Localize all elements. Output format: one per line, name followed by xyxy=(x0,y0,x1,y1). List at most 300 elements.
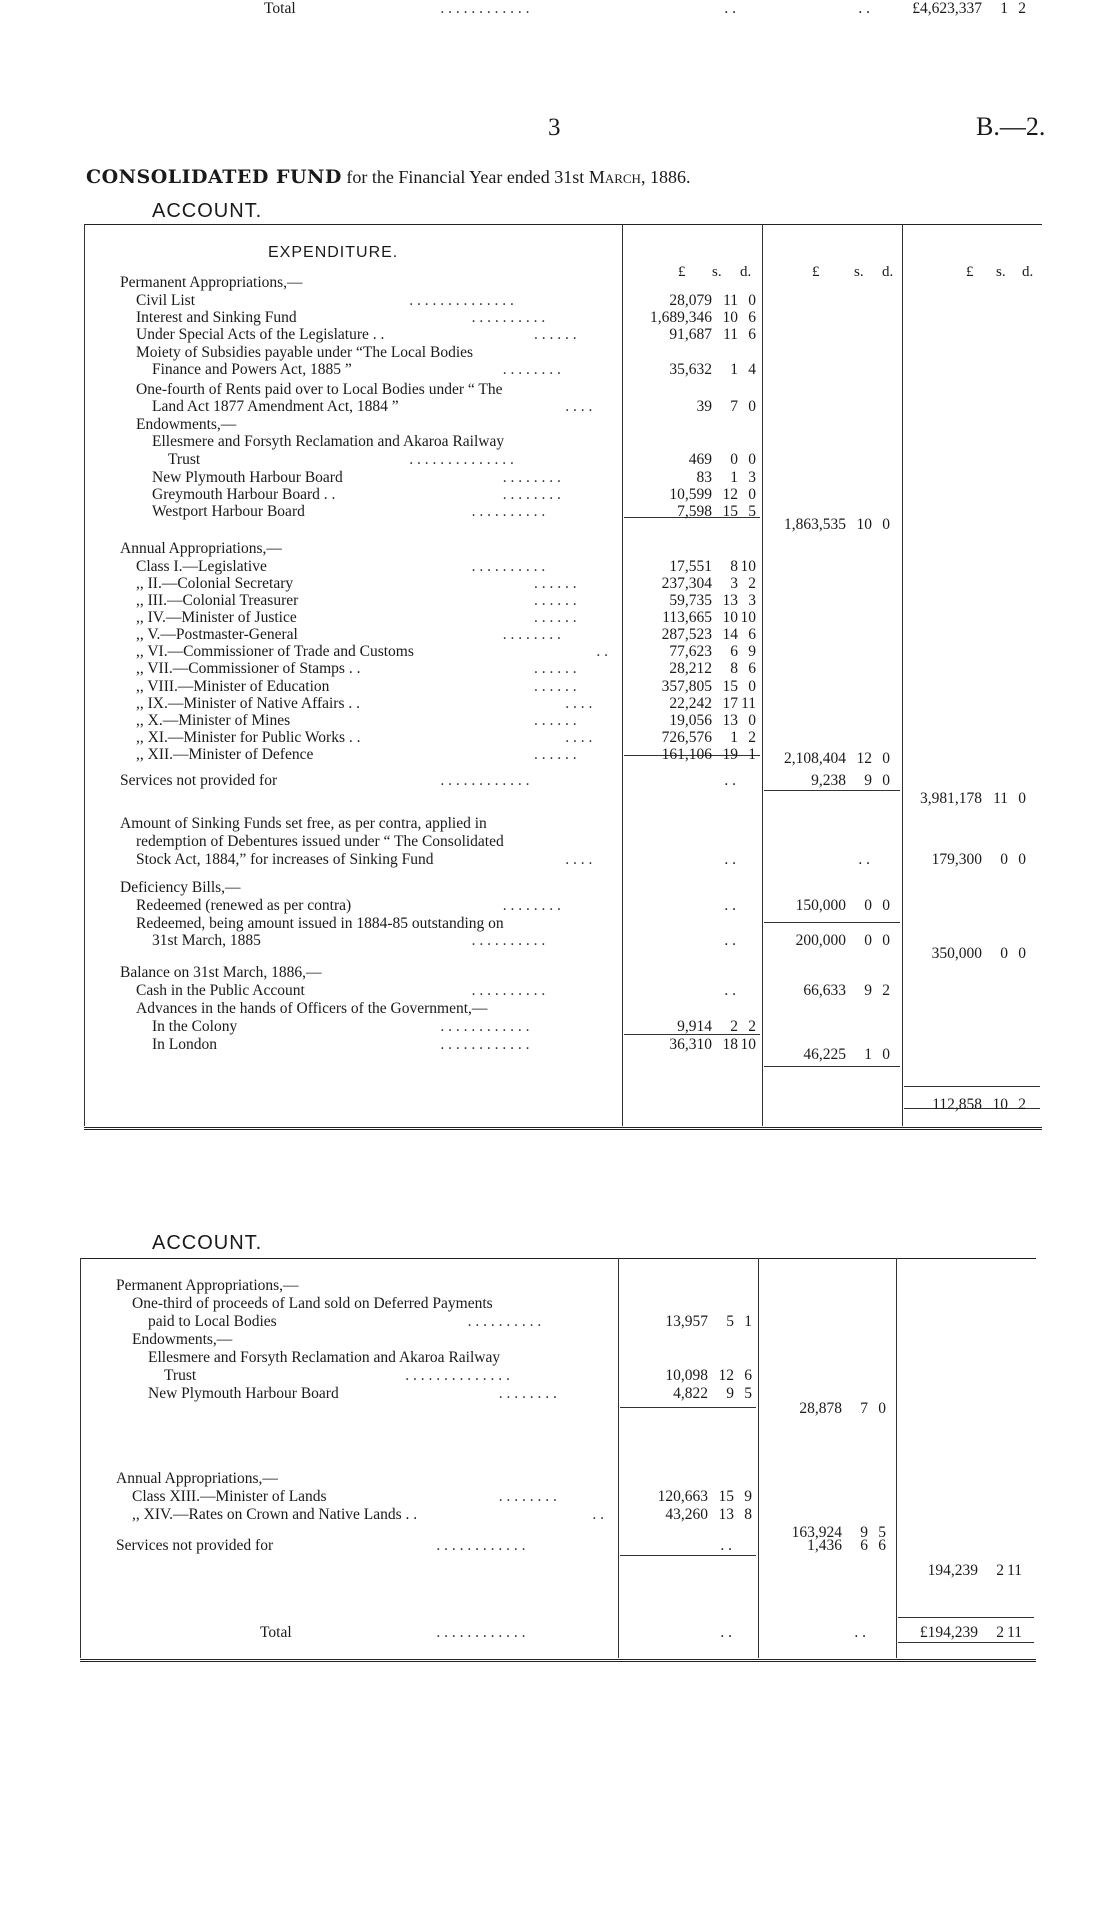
pounds: 28,212 xyxy=(669,660,712,677)
rule xyxy=(898,1642,1034,1643)
leader-dots: . . . . . . . . . . . . . . xyxy=(409,451,514,468)
leader-dots: . . . . . . . . xyxy=(502,897,561,914)
table-row xyxy=(0,274,1114,292)
row-label: Interest and Sinking Fund xyxy=(136,309,297,326)
col2-pence: d. xyxy=(882,264,894,280)
pounds: 1,436 xyxy=(807,1537,842,1554)
row-label: Endowments,— xyxy=(132,1331,233,1348)
pence: 8 xyxy=(744,1506,752,1523)
row-label: Trust xyxy=(164,1367,197,1384)
pounds: 9,238 xyxy=(811,772,846,789)
table-row xyxy=(0,1470,1114,1488)
table-row xyxy=(0,1624,1114,1642)
leader-dots: . . . . . . . . . . . . . . xyxy=(405,1367,510,1384)
table-row xyxy=(0,1000,1114,1018)
pence: 6 xyxy=(748,626,756,643)
pounds: 43,260 xyxy=(665,1506,708,1523)
leader-dots: . . . . . . . . xyxy=(502,361,561,378)
pounds: 9,914 xyxy=(677,1018,712,1035)
table-row xyxy=(0,558,1114,576)
shillings: 12 xyxy=(722,486,738,503)
empty-marker: . . xyxy=(858,0,870,17)
empty-marker: . . xyxy=(854,1624,866,1641)
shillings: 5 xyxy=(726,1313,734,1330)
row-label: New Plymouth Harbour Board xyxy=(152,469,343,486)
table-row xyxy=(0,695,1114,713)
leader-dots: . . . . . . xyxy=(534,712,577,729)
pence: 0 xyxy=(1018,851,1026,868)
pence: 6 xyxy=(748,309,756,326)
shillings: 1 xyxy=(730,469,738,486)
leader-dots: . . . . . . . . . . . . xyxy=(440,1036,530,1053)
row-label: paid to Local Bodies xyxy=(148,1313,277,1330)
pence: 10 xyxy=(740,609,756,626)
leader-dots: . . . . . . . . xyxy=(502,626,561,643)
row-label: Endowments,— xyxy=(136,416,237,433)
shillings: 1 xyxy=(864,1046,872,1063)
shillings: 10 xyxy=(722,309,738,326)
row-label: ,, X.—Minister of Mines xyxy=(136,712,291,729)
row-label: ,, IV.—Minister of Justice xyxy=(136,609,297,626)
leader-dots: . . . . . . . . . . . . xyxy=(440,0,530,17)
leader-dots: . . . . . . xyxy=(534,678,577,695)
table-row xyxy=(0,815,1114,833)
pounds: 83 xyxy=(696,469,712,486)
row-label: Advances in the hands of Officers of the Government,— xyxy=(136,1000,488,1017)
shillings: 7 xyxy=(730,398,738,415)
pence: 0 xyxy=(882,516,890,533)
shillings: 10 xyxy=(856,516,872,533)
leader-dots: . . xyxy=(596,643,609,660)
row-label: Land Act 1877 Amendment Act, 1884 ” xyxy=(152,398,399,415)
shillings: 18 xyxy=(722,1036,738,1053)
col1-pound: £ xyxy=(678,264,686,280)
shillings: 9 xyxy=(860,1524,868,1541)
pounds: 287,523 xyxy=(661,626,712,643)
shillings: 19 xyxy=(722,746,738,763)
table-row xyxy=(0,540,1114,558)
table-row xyxy=(0,1018,1114,1036)
row-label: Redeemed, being amount issued in 1884-85 outstanding on xyxy=(136,915,504,932)
table-row xyxy=(0,678,1114,696)
pence: 2 xyxy=(748,729,756,746)
row-label: ,, XI.—Minister for Public Works . . xyxy=(136,729,361,746)
row-label: Class XIII.—Minister of Lands xyxy=(132,1488,327,1505)
leader-dots: . . . . . . xyxy=(534,326,577,343)
leader-dots: . . . . . . . . . . xyxy=(471,982,546,999)
pence: 0 xyxy=(882,1046,890,1063)
pounds: 112,858 xyxy=(932,1096,982,1113)
pounds: 66,633 xyxy=(803,982,846,999)
subtotal-row xyxy=(0,1400,1114,1418)
table-row xyxy=(0,643,1114,661)
shillings: 17 xyxy=(722,695,738,712)
leader-dots: . . . . . . . . . . xyxy=(471,932,546,949)
row-label: ,, VII.—Commissioner of Stamps . . xyxy=(136,660,361,677)
leader-dots: . . . . . . xyxy=(534,746,577,763)
rule xyxy=(904,1086,1040,1087)
pounds: 10,098 xyxy=(665,1367,708,1384)
pounds: 200,000 xyxy=(795,932,846,949)
leader-dots: . . . . . . . . . . . . xyxy=(436,1624,526,1641)
leader-dots: . . . . . . xyxy=(534,660,577,677)
shillings: 9 xyxy=(864,772,872,789)
table-row xyxy=(0,1506,1114,1524)
shillings: 2 xyxy=(996,1624,1004,1641)
leader-dots: . . . . . . . . . . . . . . xyxy=(409,292,514,309)
row-label: Trust xyxy=(168,451,201,468)
pounds: 22,242 xyxy=(669,695,712,712)
table-row xyxy=(0,915,1114,933)
row-label: Balance on 31st March, 1886,— xyxy=(120,964,322,981)
leader-dots: . . . . xyxy=(565,398,593,415)
shillings: 15 xyxy=(718,1488,734,1505)
pounds: 179,300 xyxy=(931,851,982,868)
shillings: 0 xyxy=(1000,945,1008,962)
shillings: 8 xyxy=(730,660,738,677)
empty-marker: . . xyxy=(720,1624,732,1641)
table-row xyxy=(0,626,1114,644)
pence: 0 xyxy=(1018,945,1026,962)
pounds: 2,108,404 xyxy=(784,750,846,767)
row-label: Finance and Powers Act, 1885 ” xyxy=(152,361,352,378)
empty-marker: . . xyxy=(724,982,736,999)
leader-dots: . . . . . . . . xyxy=(498,1385,557,1402)
pence: 0 xyxy=(882,772,890,789)
table-row xyxy=(0,1331,1114,1349)
row-label: ,, III.—Colonial Treasurer xyxy=(136,592,299,609)
table-row xyxy=(0,451,1114,469)
row-label: Annual Appropriations,— xyxy=(116,1470,278,1487)
pounds: 35,632 xyxy=(669,361,712,378)
row-label: Total xyxy=(264,0,296,17)
empty-marker: . . xyxy=(724,772,736,789)
pence: 11 xyxy=(1007,1624,1022,1641)
row-label: Services not provided for xyxy=(120,772,278,789)
subtotal-row xyxy=(0,1096,1114,1114)
pence: 9 xyxy=(748,643,756,660)
rule xyxy=(764,1066,900,1067)
row-label: Civil List xyxy=(136,292,195,309)
account-heading-1: ACCOUNT. xyxy=(152,200,263,222)
pounds: 59,735 xyxy=(669,592,712,609)
shillings: 0 xyxy=(864,897,872,914)
leader-dots: . . . . . . . . xyxy=(502,486,561,503)
leader-dots: . . . . . . . . . . . . xyxy=(436,1537,526,1554)
table-row xyxy=(0,326,1114,344)
shillings: 2 xyxy=(996,1562,1004,1579)
empty-marker: . . xyxy=(720,1537,732,1554)
table-row xyxy=(0,712,1114,730)
table-row xyxy=(0,361,1114,379)
leader-dots: . . . . . . . . . . xyxy=(471,558,546,575)
shillings: 13 xyxy=(718,1506,734,1523)
row-label: Total xyxy=(260,1624,292,1641)
table-row xyxy=(0,1537,1114,1555)
shillings: 3 xyxy=(730,575,738,592)
shillings: 6 xyxy=(730,643,738,660)
shillings: 12 xyxy=(856,750,872,767)
pence: 2 xyxy=(748,575,756,592)
row-label: In London xyxy=(152,1036,218,1053)
leader-dots: . . . . . . xyxy=(534,592,577,609)
shillings: 11 xyxy=(723,326,738,343)
col2-pound: £ xyxy=(812,264,820,280)
row-label: One-third of proceeds of Land sold on Deferred Payments xyxy=(132,1295,493,1312)
pence: 0 xyxy=(748,292,756,309)
leader-dots: . . . . . . xyxy=(534,575,577,592)
title-month: March xyxy=(588,167,641,187)
title-year: , 1886. xyxy=(640,167,691,187)
empty-marker: . . xyxy=(724,851,736,868)
shillings: 11 xyxy=(723,292,738,309)
row-label: Amount of Sinking Funds set free, as per contra, applied in xyxy=(120,815,487,832)
leader-dots: . . . . . . . . xyxy=(498,1488,557,1505)
leader-dots: . . xyxy=(592,1506,605,1523)
table-row xyxy=(0,0,1114,18)
pence: 0 xyxy=(748,398,756,415)
row-label: ,, VIII.—Minister of Education xyxy=(136,678,330,695)
shillings: 0 xyxy=(864,932,872,949)
table-row xyxy=(0,575,1114,593)
rule xyxy=(620,1555,756,1556)
page-number: 3 xyxy=(548,114,561,141)
row-label: Cash in the Public Account xyxy=(136,982,305,999)
leader-dots: . . . . xyxy=(565,695,593,712)
col1-shilling: s. xyxy=(712,264,722,280)
empty-marker: . . xyxy=(724,932,736,949)
table-row xyxy=(0,398,1114,416)
subtotal-row xyxy=(0,516,1114,534)
shillings: 10 xyxy=(722,609,738,626)
row-label: ,, XII.—Minister of Defence xyxy=(136,746,314,763)
row-label: Under Special Acts of the Legislature . . xyxy=(136,326,385,343)
subtotal-row xyxy=(0,790,1114,808)
pence: 2 xyxy=(1018,1096,1026,1113)
pence: 0 xyxy=(878,1400,886,1417)
table-row xyxy=(0,381,1114,399)
table-row xyxy=(0,344,1114,362)
leader-dots: . . . . xyxy=(565,851,593,868)
row-label: Permanent Appropriations,— xyxy=(120,274,303,291)
shillings: 10 xyxy=(992,1096,1008,1113)
pence: 2 xyxy=(1018,0,1026,17)
table-row xyxy=(0,1349,1114,1367)
table-row xyxy=(0,433,1114,451)
pounds: 36,310 xyxy=(669,1036,712,1053)
pounds: 46,225 xyxy=(803,1046,846,1063)
leader-dots: . . . . . . . . xyxy=(502,469,561,486)
account-heading-2: ACCOUNT. xyxy=(152,1232,263,1254)
table-row xyxy=(0,660,1114,678)
row-label: Moiety of Subsidies payable under “The Local Bodies xyxy=(136,344,474,361)
table-row xyxy=(0,1277,1114,1295)
table-row xyxy=(0,592,1114,610)
table-row xyxy=(0,772,1114,790)
row-label: ,, V.—Postmaster-General xyxy=(136,626,298,643)
shillings: 1 xyxy=(730,361,738,378)
row-label: Ellesmere and Forsyth Reclamation and Akaroa Railway xyxy=(148,1349,501,1366)
pence: 3 xyxy=(748,469,756,486)
pounds: 726,576 xyxy=(661,729,712,746)
pounds: £194,239 xyxy=(919,1624,978,1641)
row-label: Redeemed (renewed as per contra) xyxy=(136,897,352,914)
col2-shilling: s. xyxy=(854,264,864,280)
pounds: £4,623,337 xyxy=(912,0,982,17)
pounds: 1,689,346 xyxy=(650,309,712,326)
shillings: 9 xyxy=(864,982,872,999)
pounds: 150,000 xyxy=(795,897,846,914)
pounds: 77,623 xyxy=(669,643,712,660)
pence: 0 xyxy=(882,897,890,914)
subtotal-row xyxy=(0,1046,1114,1064)
row-label: 31st March, 1885 xyxy=(152,932,261,949)
pounds: 163,924 xyxy=(791,1524,842,1541)
subtotal-row xyxy=(0,945,1114,963)
pence: 0 xyxy=(748,712,756,729)
row-label: New Plymouth Harbour Board xyxy=(148,1385,339,1402)
pence: 11 xyxy=(741,695,756,712)
shillings: 15 xyxy=(722,678,738,695)
pence: 5 xyxy=(748,503,756,520)
row-label: Class I.—Legislative xyxy=(136,558,267,575)
pence: 0 xyxy=(882,932,890,949)
table-row xyxy=(0,469,1114,487)
col1-pence: d. xyxy=(740,264,752,280)
table-row xyxy=(0,1295,1114,1313)
row-label: Greymouth Harbour Board . . xyxy=(152,486,336,503)
row-label: Permanent Appropriations,— xyxy=(116,1277,299,1294)
row-label: Westport Harbour Board xyxy=(152,503,305,520)
leader-dots: . . . . . . . . . . . . xyxy=(440,772,530,789)
row-label: ,, II.—Colonial Secretary xyxy=(136,575,294,592)
pence: 6 xyxy=(748,326,756,343)
leader-dots: . . . . . . . . . . xyxy=(471,503,546,520)
table-row xyxy=(0,964,1114,982)
row-label: ,, XIV.—Rates on Crown and Native Lands . . xyxy=(132,1506,418,1523)
empty-marker: . . xyxy=(724,0,736,17)
shillings: 13 xyxy=(722,592,738,609)
pence: 9 xyxy=(744,1488,752,1505)
shillings: 1 xyxy=(730,729,738,746)
pounds: 17,551 xyxy=(669,558,712,575)
pounds: 39 xyxy=(696,398,712,415)
table-row xyxy=(0,486,1114,504)
row-label: Ellesmere and Forsyth Reclamation and Akaroa Railway xyxy=(152,433,505,450)
pence: 4 xyxy=(748,361,756,378)
shillings: 13 xyxy=(722,712,738,729)
col3-pound: £ xyxy=(966,264,974,280)
pence: 6 xyxy=(748,660,756,677)
shillings: 8 xyxy=(730,558,738,575)
shillings: 1 xyxy=(1000,0,1008,17)
pence: 6 xyxy=(878,1537,886,1554)
col3-shilling: s. xyxy=(996,264,1006,280)
table-row xyxy=(0,833,1114,851)
pounds: 28,878 xyxy=(799,1400,842,1417)
pence: 3 xyxy=(748,592,756,609)
table-row xyxy=(0,309,1114,327)
pounds: 7,598 xyxy=(677,503,712,520)
pence: 2 xyxy=(748,1018,756,1035)
shillings: 6 xyxy=(860,1537,868,1554)
pounds: 28,079 xyxy=(669,292,712,309)
pounds: 19,056 xyxy=(669,712,712,729)
pence: 10 xyxy=(740,558,756,575)
pence: 2 xyxy=(882,982,890,999)
shillings: 11 xyxy=(993,790,1008,807)
row-label: ,, IX.—Minister of Native Affairs . . xyxy=(136,695,360,712)
row-label: redemption of Debentures issued under “ The Consolidated xyxy=(136,833,504,850)
pence: 1 xyxy=(744,1313,752,1330)
pounds: 4,822 xyxy=(673,1385,708,1402)
shillings: 9 xyxy=(726,1385,734,1402)
leader-dots: . . . . . . . . . . . . xyxy=(440,1018,530,1035)
row-label: ,, VI.—Commissioner of Trade and Customs xyxy=(136,643,414,660)
pence: 0 xyxy=(1018,790,1026,807)
pence: 0 xyxy=(748,678,756,695)
row-label: Annual Appropriations,— xyxy=(120,540,282,557)
shillings: 12 xyxy=(718,1367,734,1384)
shillings: 15 xyxy=(722,503,738,520)
empty-marker: . . xyxy=(858,851,870,868)
row-label: In the Colony xyxy=(152,1018,238,1035)
leader-dots: . . . . . . xyxy=(534,609,577,626)
leader-dots: . . . . xyxy=(565,729,593,746)
shillings: 2 xyxy=(730,1018,738,1035)
table-row xyxy=(0,292,1114,310)
subtotal-row xyxy=(0,1562,1114,1580)
pounds: 91,687 xyxy=(669,326,712,343)
pounds: 469 xyxy=(688,451,712,468)
pence: 1 xyxy=(748,746,756,763)
empty-marker: . . xyxy=(724,897,736,914)
shillings: 0 xyxy=(730,451,738,468)
document-reference: B.—2. xyxy=(976,112,1046,141)
pounds: 10,599 xyxy=(669,486,712,503)
table-row xyxy=(0,729,1114,747)
row-label: Stock Act, 1884,” for increases of Sinking Fund xyxy=(136,851,434,868)
pounds: 3,981,178 xyxy=(920,790,982,807)
subtotal-row xyxy=(0,750,1114,768)
table-row xyxy=(0,897,1114,915)
pence: 6 xyxy=(744,1367,752,1384)
row-label: Deficiency Bills,— xyxy=(120,879,241,896)
table-row xyxy=(0,982,1114,1000)
table-row xyxy=(0,609,1114,627)
pounds: 350,000 xyxy=(931,945,982,962)
pounds: 194,239 xyxy=(927,1562,978,1579)
pence: 5 xyxy=(744,1385,752,1402)
pounds: 113,665 xyxy=(662,609,712,626)
row-label: One-fourth of Rents paid over to Local Bodies under “ The xyxy=(136,381,503,398)
pence: 0 xyxy=(882,750,890,767)
col3-pence: d. xyxy=(1022,264,1034,280)
pence: 0 xyxy=(748,451,756,468)
table-row xyxy=(0,1488,1114,1506)
leader-dots: . . . . . . . . . . xyxy=(467,1313,542,1330)
table-row xyxy=(0,879,1114,897)
row-label: Services not provided for xyxy=(116,1537,274,1554)
pounds: 357,805 xyxy=(661,678,712,695)
pence: 10 xyxy=(740,1036,756,1053)
pounds: 1,863,535 xyxy=(784,516,846,533)
pounds: 237,304 xyxy=(661,575,712,592)
shillings: 7 xyxy=(860,1400,868,1417)
table-row xyxy=(0,1313,1114,1331)
pence: 5 xyxy=(878,1524,886,1541)
pounds: 120,663 xyxy=(657,1488,708,1505)
